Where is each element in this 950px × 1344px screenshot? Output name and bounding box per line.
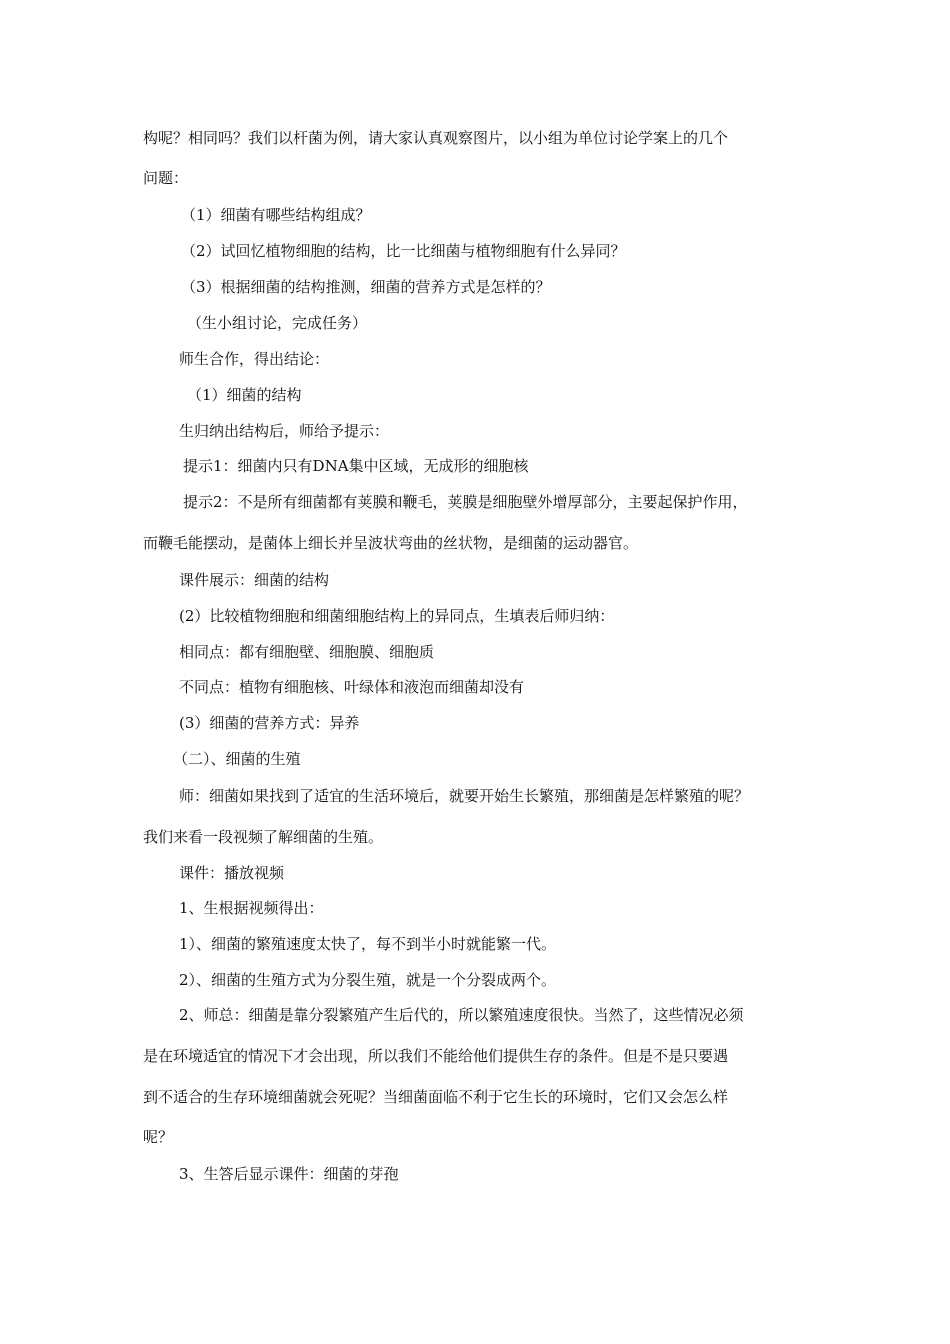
text-line: 2、师总：细菌是靠分裂繁殖产生后代的，所以繁殖速度很快。当然了，这些情况必须 xyxy=(179,1006,744,1024)
text-line: （生小组讨论，完成任务） xyxy=(187,314,368,332)
text-line: 而鞭毛能摆动，是菌体上细长并呈波状弯曲的丝状物，是细菌的运动器官。 xyxy=(143,534,639,552)
text-line: （1）细菌有哪些结构组成？ xyxy=(181,206,371,224)
text-line: 2）、细菌的生殖方式为分裂生殖，就是一个分裂成两个。 xyxy=(179,971,557,989)
text-line: 师：细菌如果找到了适宜的生活环境后，就要开始生长繁殖，那细菌是怎样繁殖的呢？ xyxy=(179,787,750,805)
text-line: （3）根据细菌的结构推测，细菌的营养方式是怎样的？ xyxy=(181,278,551,296)
text-line: 3、生答后显示课件：细菌的芽孢 xyxy=(179,1165,399,1183)
text-line: 问题： xyxy=(143,169,189,187)
text-line: （1）细菌的结构 xyxy=(187,386,302,404)
text-line: 提示1：细菌内只有DNA集中区域，无成形的细胞核 xyxy=(183,457,529,475)
text-line: (3）细菌的营养方式：异养 xyxy=(179,714,360,732)
text-line: 我们来看一段视频了解细菌的生殖。 xyxy=(143,828,384,846)
text-line: 是在环境适宜的情况下才会出现，所以我们不能给他们提供生存的条件。但是不是只要遇 xyxy=(143,1047,729,1065)
text-line: 到不适合的生存环境细菌就会死呢？当细菌面临不利于它生长的环境时，它们又会怎么样 xyxy=(143,1088,729,1106)
text-line: (2）比较植物细胞和细菌细胞结构上的异同点，生填表后师归纳： xyxy=(179,607,615,625)
text-line: 呢？ xyxy=(143,1128,174,1146)
text-line: 生归纳出结构后，师给予提示： xyxy=(179,422,390,440)
text-line: 不同点：植物有细胞核、叶绿体和液泡而细菌却没有 xyxy=(179,678,525,696)
text-line: 1）、细菌的繁殖速度太快了，每不到半小时就能繁一代。 xyxy=(179,935,557,953)
text-line: （2）试回忆植物细胞的结构，比一比细菌与植物细胞有什么异同？ xyxy=(181,242,626,260)
text-line: 相同点：都有细胞壁、细胞膜、细胞质 xyxy=(179,643,435,661)
text-line: 构呢？相同吗？我们以杆菌为例，请大家认真观察图片，以小组为单位讨论学案上的几个 xyxy=(143,129,729,147)
text-line: 师生合作，得出结论： xyxy=(179,350,330,368)
text-line: 提示2：不是所有细菌都有荚膜和鞭毛，荚膜是细胞壁外增厚部分，主要起保护作用， xyxy=(183,493,748,511)
text-line: （二）、细菌的生殖 xyxy=(173,750,301,768)
text-line: 课件：播放视频 xyxy=(179,864,285,882)
text-line: 课件展示：细菌的结构 xyxy=(179,571,330,589)
text-line: 1、生根据视频得出： xyxy=(179,899,324,917)
